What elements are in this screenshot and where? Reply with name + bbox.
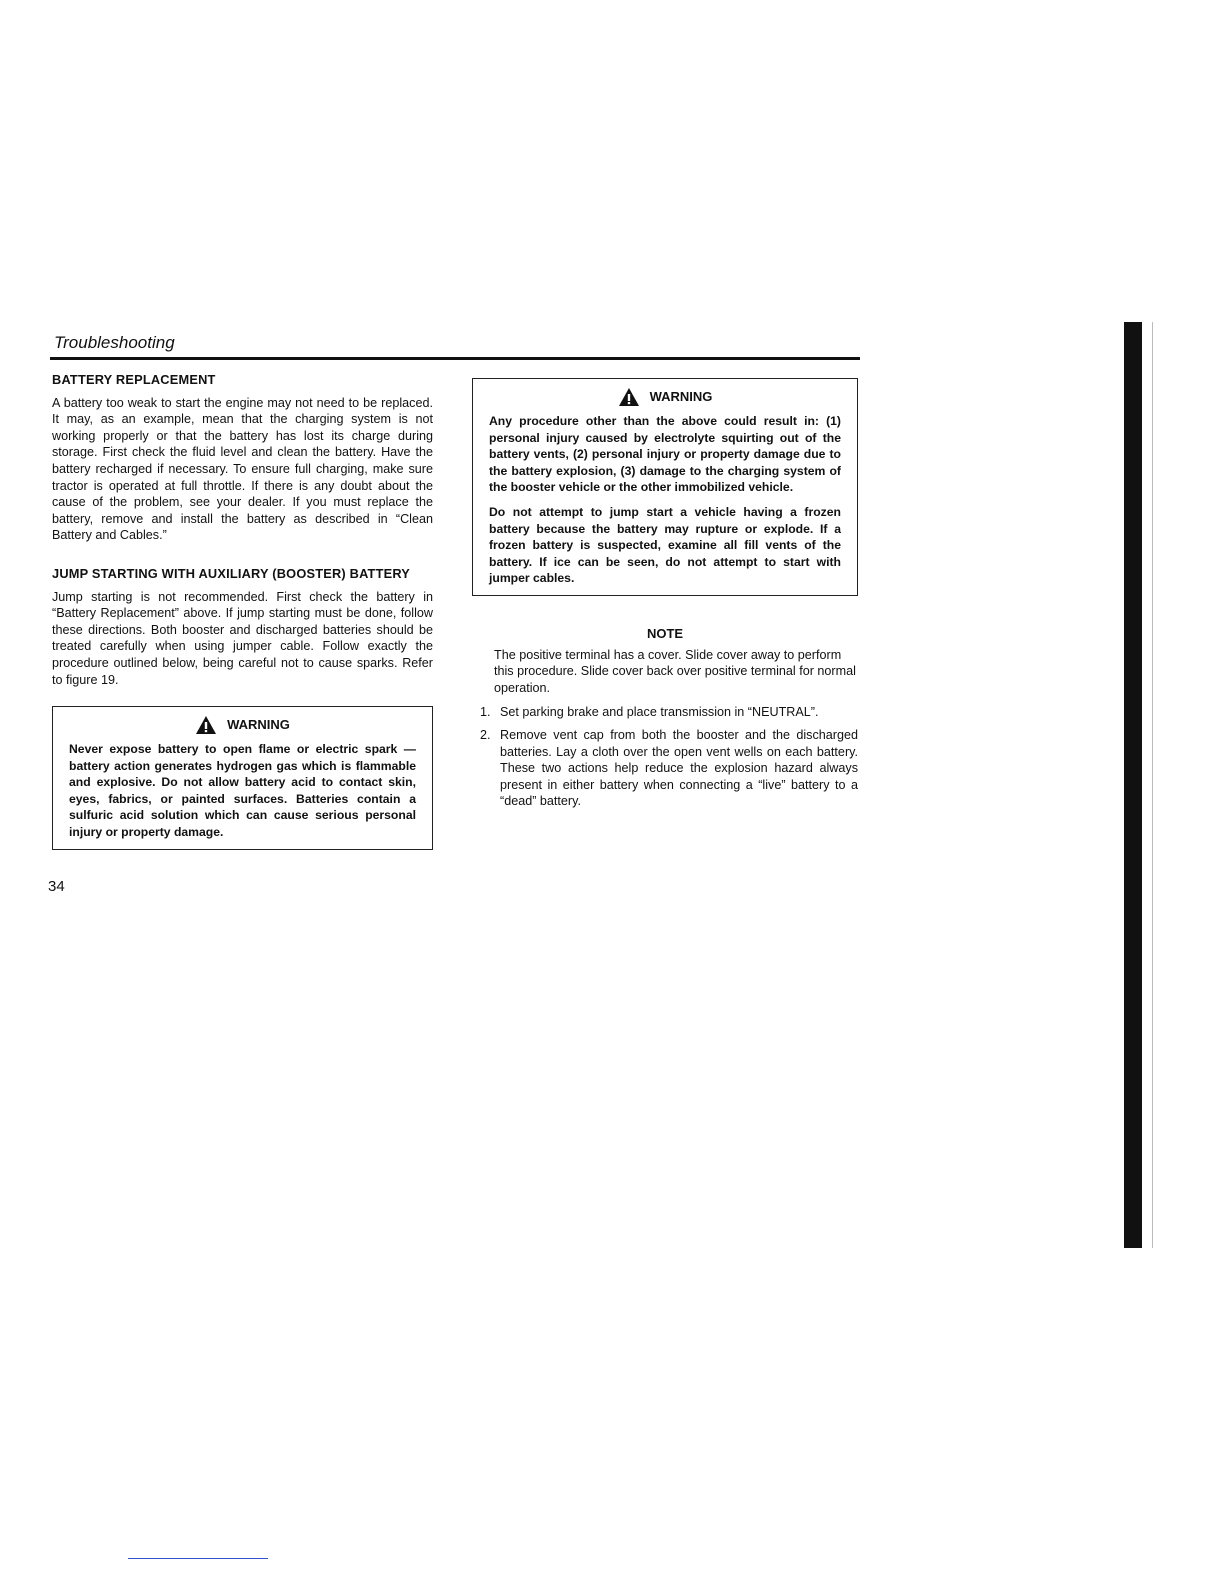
step-text: Set parking brake and place transmission in “NEUTRAL”. bbox=[500, 705, 819, 720]
list-item bbox=[472, 704, 858, 721]
step-number: 2. bbox=[480, 727, 491, 742]
header-rule bbox=[50, 357, 860, 360]
page-edge-line bbox=[1152, 322, 1153, 1248]
left-column bbox=[52, 372, 433, 850]
warning-text-right-1: Any procedure other than the above could result in: (1) personal injury caused by electrolyte squirting out of the battery vents, (2) personal injury or property damage due to the battery explosion, (3) damage to the charging system of the booster vehicle or the other immobilized vehicle. bbox=[489, 414, 841, 495]
warning-label-left: WARNING bbox=[227, 716, 290, 732]
jump-starting-text: Jump starting is not recommended. First check the battery in “Battery Replacement” above. If jump starting must be done, follow these directions. Both booster and discharged batteries should be treated carefully when using jumper cable. Follow exactly the procedure outlined below, being careful not to cause sparks. Refer to figure 19. bbox=[52, 589, 433, 687]
page-edge-bar bbox=[1124, 322, 1142, 1248]
warning-box-right bbox=[472, 378, 858, 596]
page-number: 34 bbox=[48, 878, 65, 895]
footer-rule bbox=[128, 1558, 268, 1559]
warning-title-right bbox=[489, 387, 841, 407]
warning-title-left bbox=[69, 715, 416, 735]
spacer bbox=[52, 544, 433, 566]
warning-box-left bbox=[52, 706, 433, 850]
warning-triangle-icon bbox=[195, 715, 217, 735]
note-text: The positive terminal has a cover. Slide cover away to perform this procedure. Slide cover back over positive terminal for normal operation. bbox=[494, 647, 856, 695]
list-item bbox=[472, 727, 858, 810]
battery-replacement-text: A battery too weak to start the engine may not need to be replaced. It may, as an example, mean that the charging system is not working properly or that the battery has lost its charge during storage. First check the fluid level and clean the battery. Have the battery recharged if necessary. To ensure full charging, make sure tractor is operated at full throttle. If there is any doubt about the cause of the problem, see your dealer. If you must replace the battery, remove and install the battery as described in “Clean Battery and Cables.” bbox=[52, 395, 433, 543]
section-header: Troubleshooting bbox=[54, 333, 175, 352]
steps-list bbox=[472, 704, 858, 810]
right-column bbox=[472, 378, 858, 816]
warning-triangle-icon bbox=[618, 387, 640, 407]
battery-replacement-heading: BATTERY REPLACEMENT bbox=[52, 372, 216, 387]
warning-text-right-2: Do not attempt to jump start a vehicle having a frozen battery because the battery may rupture or explode. If a frozen battery is suspected, examine all fill vents of the battery. If ice can be seen, do not attempt to start with jumper cables. bbox=[489, 504, 841, 586]
step-number: 1. bbox=[480, 705, 491, 720]
warning-text-left: Never expose battery to open flame or electric spark — battery action generates hydrogen gas which is flammable and explosive. Do not allow battery acid to contact skin, eyes, fabrics, or painted surfaces. Batteries contain a sulfuric acid solution which can cause serious personal injury or property damage. bbox=[69, 742, 416, 840]
warning-label-right: WARNING bbox=[649, 388, 713, 404]
step-text: Remove vent cap from both the booster and the discharged batteries. Lay a cloth over the open vent wells on each battery. These two actions help reduce the explosion hazard always present in either battery when connecting a “live” battery to a “dead” battery. bbox=[500, 727, 858, 809]
jump-starting-heading: JUMP STARTING WITH AUXILIARY (BOOSTER) BATTERY bbox=[52, 565, 411, 581]
note-title: NOTE bbox=[646, 625, 684, 641]
